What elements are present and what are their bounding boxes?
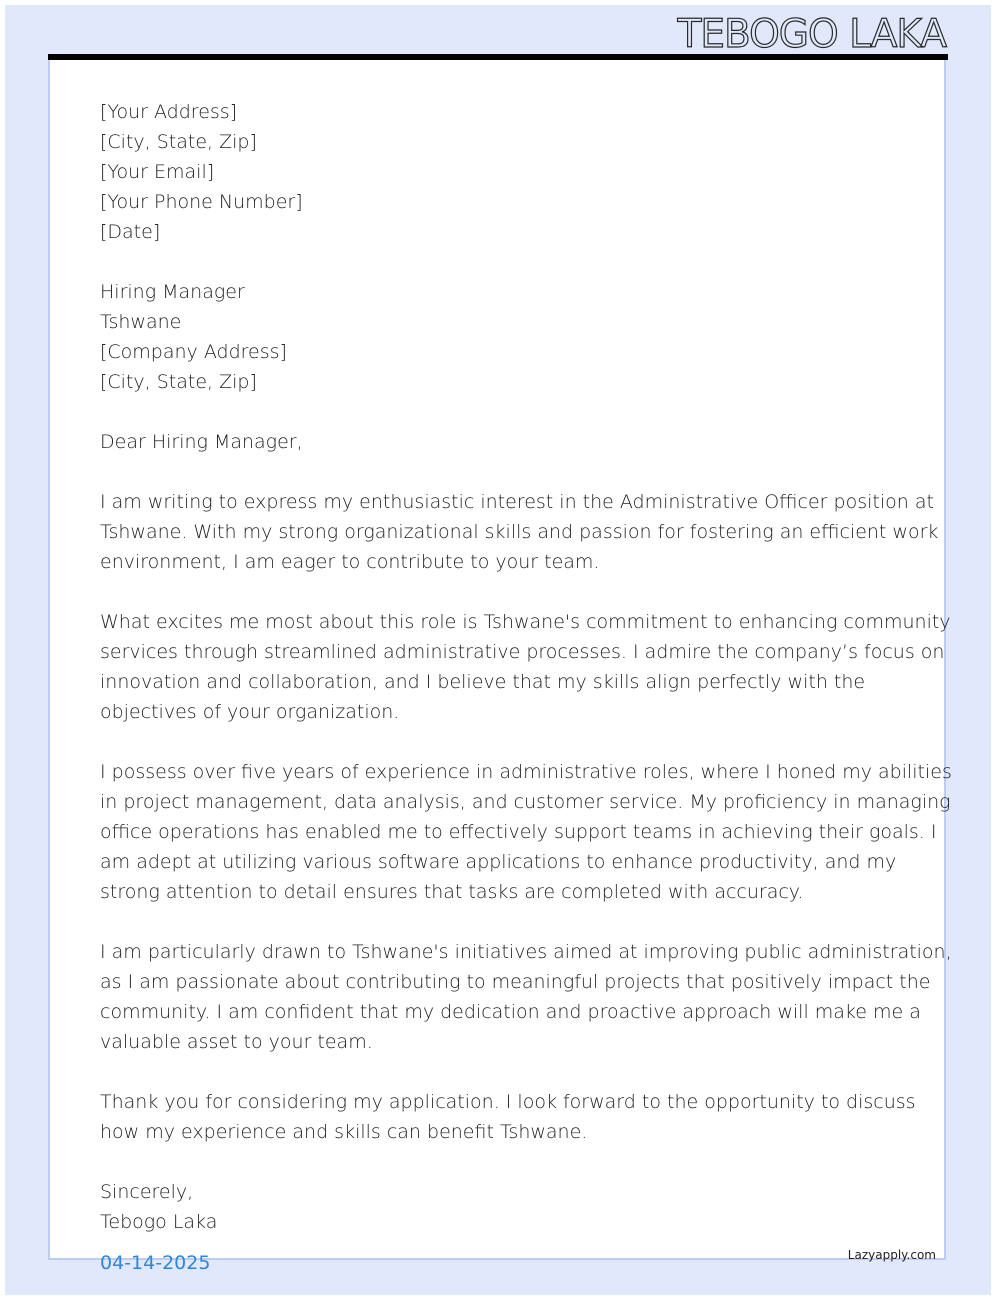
- paragraph-1: [100, 487, 939, 577]
- footer-brand: Lazyapply.com: [847, 1248, 936, 1262]
- paragraph-line: strong attention to detail ensures that tasks are completed with accuracy.: [100, 881, 804, 903]
- letter-body: [100, 97, 952, 1237]
- paragraph-line: Thank you for considering my application. I look forward to the opportunity to discuss: [100, 1091, 916, 1113]
- paragraph-line: I possess over five years of experience in administrative roles, where I honed my abilities: [100, 761, 952, 783]
- recipient-title: Hiring Manager: [100, 281, 245, 303]
- paragraph-line: I am writing to express my enthusiastic interest in the Administrative Officer position at: [100, 491, 934, 513]
- paragraph-line: I am particularly drawn to Tshwane's initiatives aimed at improving public administration,: [100, 941, 952, 963]
- recipient-company: Tshwane: [100, 311, 182, 333]
- sender-address: [Your Address]: [100, 101, 238, 123]
- paragraph-line: What excites me most about this role is Tshwane's commitment to enhancing community: [100, 611, 951, 633]
- paragraph-5: [100, 1087, 916, 1147]
- sender-block: [100, 97, 900, 247]
- paragraph-line: services through streamlined administrative processes. I admire the company’s focus on: [100, 641, 945, 663]
- paragraph-line: Tshwane. With my strong organizational skills and passion for fostering an efficient work: [100, 521, 939, 543]
- paragraph-line: as I am passionate about contributing to meaningful projects that positively impact the: [100, 971, 931, 993]
- recipient-company-address: [Company Address]: [100, 341, 287, 363]
- paragraph-line: innovation and collaboration, and I believe that my skills align perfectly with the: [100, 671, 866, 693]
- paragraph-line: environment, I am eager to contribute to your team.: [100, 551, 600, 573]
- sender-phone: [Your Phone Number]: [100, 191, 303, 213]
- recipient-city-state-zip: [City, State, Zip]: [100, 371, 257, 393]
- paragraph-2: [100, 607, 951, 727]
- paragraph-line: in project management, data analysis, and customer service. My proficiency in managing: [100, 791, 951, 813]
- signature: Tebogo Laka: [100, 1211, 218, 1233]
- footer-date: 04-14-2025: [100, 1252, 211, 1274]
- paragraph-4: [100, 937, 952, 1057]
- paragraph-line: valuable asset to your team.: [100, 1031, 373, 1053]
- applicant-name: TEBOGO LAKA: [677, 12, 946, 57]
- paragraph-line: am adept at utilizing various software applications to enhance productivity, and my: [100, 851, 897, 873]
- paragraph-3: [100, 757, 952, 907]
- paragraph-line: community. I am confident that my dedication and proactive approach will make me a: [100, 1001, 921, 1023]
- closing: Sincerely,: [100, 1181, 194, 1203]
- sender-city-state-zip: [City, State, Zip]: [100, 131, 257, 153]
- salutation: Dear Hiring Manager,: [100, 431, 303, 453]
- paragraph-line: office operations has enabled me to effectively support teams in achieving their goals. I: [100, 821, 937, 843]
- paragraph-line: how my experience and skills can benefit Tshwane.: [100, 1121, 588, 1143]
- paragraph-line: objectives of your organization.: [100, 701, 400, 723]
- recipient-block: [100, 277, 900, 397]
- sender-email: [Your Email]: [100, 161, 215, 183]
- sender-date: [Date]: [100, 221, 161, 243]
